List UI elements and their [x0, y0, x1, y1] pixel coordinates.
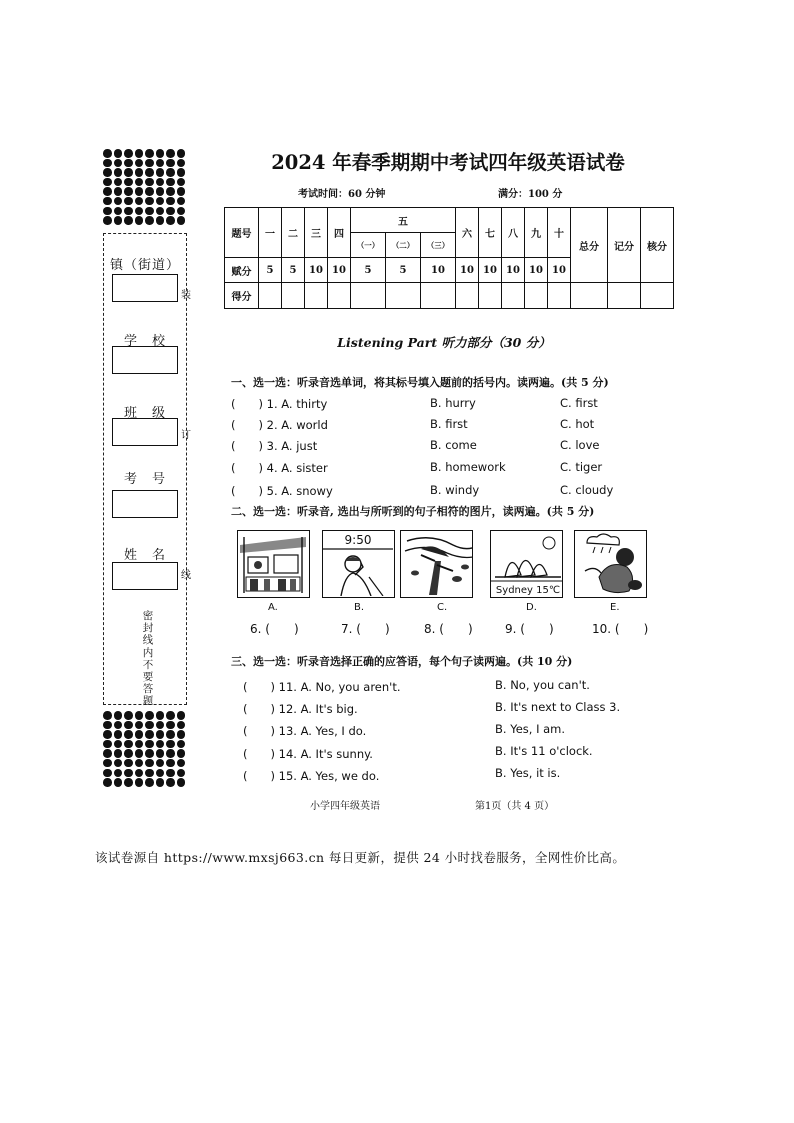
binding-dot	[177, 216, 186, 225]
q2-option-b[interactable]: B. first	[430, 417, 468, 431]
field-label-class: 班 级	[123, 406, 166, 421]
col-record: 记分	[608, 208, 641, 283]
obtained-cell[interactable]	[571, 283, 608, 309]
binding-dot	[103, 178, 112, 187]
binding-dot	[135, 711, 144, 720]
binding-dot	[166, 769, 175, 778]
field-label-school: 学 校	[123, 334, 166, 349]
answer-6[interactable]: 6. ( )	[250, 622, 299, 636]
obtained-cell[interactable]	[305, 283, 328, 309]
binding-dot	[135, 159, 144, 168]
obtained-cell[interactable]	[641, 283, 674, 309]
q5-option-a[interactable]: ( ) 5. A. snowy	[231, 484, 333, 498]
binding-dot	[103, 168, 112, 177]
binding-dot	[124, 216, 133, 225]
col-5-sub-2: （二）	[386, 233, 421, 258]
q5-option-b[interactable]: B. windy	[430, 483, 480, 497]
binding-dot	[177, 730, 186, 739]
binding-dot	[145, 721, 154, 730]
binding-dot	[114, 149, 123, 158]
picture-b[interactable]	[322, 530, 395, 598]
answer-9[interactable]: 9. ( )	[505, 622, 554, 636]
q15-option-a[interactable]: ( ) 15. A. Yes, we do.	[243, 769, 380, 783]
binding-dot	[166, 207, 175, 216]
obtained-cell[interactable]	[456, 283, 479, 309]
q13-option-a[interactable]: ( ) 13. A. Yes, I do.	[243, 724, 367, 738]
binding-dot	[114, 216, 123, 225]
binding-dot	[103, 730, 112, 739]
binding-dot	[156, 778, 165, 787]
sydney-icon	[491, 531, 563, 596]
q4-option-a[interactable]: ( ) 4. A. sister	[231, 461, 328, 475]
q2-option-c[interactable]: C. hot	[560, 417, 595, 431]
binding-dot	[166, 730, 175, 739]
q1-option-c[interactable]: C. first	[560, 396, 598, 410]
score-table	[224, 207, 674, 309]
obtained-cell[interactable]	[351, 283, 386, 309]
binding-dot	[114, 730, 123, 739]
binding-dot	[114, 759, 123, 768]
binding-dot	[124, 749, 133, 758]
binding-dot	[103, 721, 112, 730]
binding-dot	[114, 749, 123, 758]
col-5: 五	[351, 208, 456, 233]
col-9: 九	[525, 208, 548, 258]
field-label-town: 镇（街道）	[109, 258, 180, 273]
binding-dot	[156, 749, 165, 758]
binding-dot	[145, 749, 154, 758]
binding-dot	[145, 187, 154, 196]
binding-dot	[166, 187, 175, 196]
picture-label-b: B.	[354, 602, 365, 613]
binding-word-ding: 订	[181, 430, 191, 441]
binding-dot	[124, 168, 133, 177]
obtained-cell[interactable]	[548, 283, 571, 309]
q5-option-c[interactable]: C. cloudy	[560, 483, 614, 497]
col-4: 四	[328, 208, 351, 258]
answer-8[interactable]: 8. ( )	[424, 622, 473, 636]
col-5-sub-1: （一）	[351, 233, 386, 258]
binding-dot	[135, 149, 144, 158]
col-7: 七	[479, 208, 502, 258]
binding-dot	[135, 740, 144, 749]
sydney-temperature-label: Sydney 15℃	[495, 585, 561, 596]
exam-time: 考试时间：60 分钟	[298, 189, 386, 200]
exam-title: 2024 年春季期期中考试四年级英语试卷	[271, 151, 625, 174]
points-cell: 10	[548, 258, 571, 283]
binding-dots-top	[103, 149, 187, 226]
field-label-exam-number: 考 号	[123, 472, 166, 487]
binding-dot	[145, 207, 154, 216]
binding-dot	[103, 197, 112, 206]
source-notice: 该试卷源自 https://www.mxsj663.cn 每日更新，提供 24 小时找卷服务，全网性价比高。	[95, 850, 626, 865]
windy-tree-icon	[401, 531, 473, 596]
binding-dot	[114, 187, 123, 196]
binding-dot	[177, 721, 186, 730]
binding-dot	[135, 187, 144, 196]
binding-dot	[135, 216, 144, 225]
binding-dot	[177, 168, 186, 177]
binding-dot	[103, 778, 112, 787]
binding-dot	[114, 740, 123, 749]
q12-option-a[interactable]: ( ) 12. A. It's big.	[243, 702, 358, 716]
obtained-cell[interactable]	[386, 283, 421, 309]
binding-dot	[124, 197, 133, 206]
binding-dot	[156, 730, 165, 739]
q1-option-a[interactable]: ( ) 1. A. thirty	[231, 397, 328, 411]
listening-section-title: Listening Part 听力部分（30 分）	[337, 335, 551, 350]
points-cell: 10	[502, 258, 525, 283]
binding-dot	[156, 759, 165, 768]
binding-dot	[135, 749, 144, 758]
picture-label-a: A.	[268, 602, 278, 613]
picture-label-d: D.	[526, 602, 537, 613]
obtained-cell[interactable]	[608, 283, 641, 309]
binding-dot	[166, 759, 175, 768]
q4-option-b[interactable]: B. homework	[430, 460, 506, 474]
rainy-cloud-icon	[575, 531, 647, 596]
picture-e[interactable]	[574, 530, 647, 598]
q11-option-a[interactable]: ( ) 11. A. No, you aren't.	[243, 680, 401, 694]
binding-dots-bottom	[103, 711, 187, 788]
field-label-name: 姓 名	[123, 548, 166, 563]
binding-dot	[177, 740, 186, 749]
binding-dot	[177, 769, 186, 778]
q11-option-b[interactable]: B. No, you can't.	[495, 678, 590, 692]
picture-d[interactable]	[490, 530, 563, 598]
binding-dot	[166, 778, 175, 787]
binding-dot	[145, 159, 154, 168]
binding-dot	[166, 178, 175, 187]
binding-dot	[177, 778, 186, 787]
binding-dot	[156, 178, 165, 187]
points-cell: 5	[351, 258, 386, 283]
binding-dot	[156, 149, 165, 158]
binding-dot	[103, 759, 112, 768]
binding-dot	[124, 187, 133, 196]
q1-option-b[interactable]: B. hurry	[430, 396, 476, 410]
picture-a[interactable]	[237, 530, 310, 598]
part1-instruction: 一、选一选：听录音选单词，将其标号填入题前的括号内。读两遍。(共 5 分)	[231, 376, 609, 389]
binding-dot	[135, 769, 144, 778]
points-cell: 5	[386, 258, 421, 283]
school-field[interactable]	[112, 346, 178, 374]
binding-word-xian: 线	[181, 570, 191, 581]
obtained-cell[interactable]	[328, 283, 351, 309]
binding-dot	[103, 216, 112, 225]
row-assigned-label: 赋分	[225, 258, 259, 283]
binding-dot	[156, 711, 165, 720]
binding-dot	[135, 197, 144, 206]
binding-dot	[124, 740, 133, 749]
q13-option-b[interactable]: B. Yes, I am.	[495, 722, 566, 736]
town-field[interactable]	[112, 274, 178, 302]
binding-dot	[156, 187, 165, 196]
col-check: 核分	[641, 208, 674, 283]
col-3: 三	[305, 208, 328, 258]
binding-dot	[177, 159, 186, 168]
binding-dot	[103, 207, 112, 216]
binding-dot	[114, 207, 123, 216]
binding-dot	[103, 159, 112, 168]
binding-dot	[103, 149, 112, 158]
points-cell: 10	[456, 258, 479, 283]
binding-dot	[124, 711, 133, 720]
binding-dot	[114, 197, 123, 206]
binding-dot	[156, 216, 165, 225]
picture-label-e: E.	[610, 602, 620, 613]
points-cell: 10	[328, 258, 351, 283]
col-label: 题号	[225, 208, 259, 258]
binding-dot	[124, 207, 133, 216]
obtained-cell[interactable]	[479, 283, 502, 309]
obtained-cell[interactable]	[259, 283, 282, 309]
q2-option-a[interactable]: ( ) 2. A. world	[231, 418, 328, 432]
binding-dot	[145, 149, 154, 158]
binding-dot	[124, 769, 133, 778]
footer-page-number: 第1页（共 4 页）	[475, 801, 555, 812]
binding-dot	[114, 711, 123, 720]
binding-dot	[145, 216, 154, 225]
shop-icon	[238, 531, 308, 596]
binding-dot	[103, 749, 112, 758]
binding-dot	[156, 197, 165, 206]
points-cell: 10	[525, 258, 548, 283]
binding-dot	[135, 721, 144, 730]
binding-dot	[156, 207, 165, 216]
obtained-cell[interactable]	[421, 283, 456, 309]
binding-dot	[177, 749, 186, 758]
full-score: 满分：100 分	[498, 189, 563, 200]
binding-dot	[145, 168, 154, 177]
binding-dot	[166, 197, 175, 206]
binding-dot	[177, 711, 186, 720]
binding-dot	[145, 711, 154, 720]
exam-number-field[interactable]	[112, 490, 178, 518]
q4-option-c[interactable]: C. tiger	[560, 460, 603, 474]
points-cell: 10	[479, 258, 502, 283]
binding-word-zhuang: 装	[181, 290, 191, 301]
binding-dot	[166, 168, 175, 177]
footer-subject: 小学四年级英语	[310, 801, 380, 812]
binding-dot	[124, 730, 133, 739]
binding-dot	[114, 168, 123, 177]
binding-dot	[135, 778, 144, 787]
q12-option-b[interactable]: B. It's next to Class 3.	[495, 700, 621, 714]
binding-dot	[114, 721, 123, 730]
binding-dot	[156, 740, 165, 749]
points-cell: 5	[282, 258, 305, 283]
col-1: 一	[259, 208, 282, 258]
q15-option-b[interactable]: B. Yes, it is.	[495, 766, 561, 780]
binding-dot	[145, 778, 154, 787]
binding-dot	[135, 759, 144, 768]
points-cell: 10	[421, 258, 456, 283]
q14-option-a[interactable]: ( ) 14. A. It's sunny.	[243, 747, 373, 761]
binding-dot	[114, 178, 123, 187]
binding-dot	[166, 159, 175, 168]
points-cell: 5	[259, 258, 282, 283]
points-cell: 10	[305, 258, 328, 283]
binding-dot	[114, 159, 123, 168]
binding-dot	[124, 159, 133, 168]
binding-dot	[103, 187, 112, 196]
binding-dot	[166, 711, 175, 720]
q3-option-a[interactable]: ( ) 3. A. just	[231, 439, 318, 453]
col-10: 十	[548, 208, 571, 258]
part3-instruction: 三、选一选：听录音选择正确的应答语，每个句子读两遍。(共 10 分)	[231, 655, 573, 668]
binding-dot	[103, 740, 112, 749]
class-field[interactable]	[112, 418, 178, 446]
binding-dot	[166, 149, 175, 158]
q3-option-c[interactable]: C. love	[560, 438, 600, 452]
binding-dot	[145, 740, 154, 749]
binding-dot	[166, 749, 175, 758]
binding-dot	[145, 759, 154, 768]
picture-label-c: C.	[437, 602, 448, 613]
binding-dot	[103, 769, 112, 778]
binding-dot	[124, 149, 133, 158]
binding-dot	[135, 178, 144, 187]
binding-dot	[145, 178, 154, 187]
clock-time-label: 9:50	[344, 533, 372, 547]
binding-dot	[114, 778, 123, 787]
part2-instruction: 二、选一选：听录音, 选出与所听到的句子相符的图片，读两遍。(共 5 分)	[231, 505, 595, 518]
picture-c[interactable]	[400, 530, 473, 598]
binding-dot	[166, 740, 175, 749]
obtained-cell[interactable]	[525, 283, 548, 309]
name-field[interactable]	[112, 562, 178, 590]
binding-dot	[135, 730, 144, 739]
q3-option-b[interactable]: B. come	[430, 438, 477, 452]
binding-dot	[166, 216, 175, 225]
binding-dot	[156, 168, 165, 177]
binding-dot	[166, 721, 175, 730]
row-obtained-label: 得分	[225, 283, 259, 309]
binding-dot	[177, 149, 186, 158]
col-2: 二	[282, 208, 305, 258]
col-6: 六	[456, 208, 479, 258]
binding-dot	[145, 730, 154, 739]
binding-dot	[156, 769, 165, 778]
binding-dot	[124, 178, 133, 187]
col-5-sub-3: （三）	[421, 233, 456, 258]
seal-notice: 密封线内不要答题	[142, 610, 154, 708]
binding-dot	[177, 178, 186, 187]
obtained-cell[interactable]	[282, 283, 305, 309]
binding-dot	[103, 711, 112, 720]
binding-dot	[135, 168, 144, 177]
binding-dot	[124, 721, 133, 730]
binding-dot	[156, 159, 165, 168]
binding-dot	[177, 759, 186, 768]
binding-dot	[156, 721, 165, 730]
col-total: 总分	[571, 208, 608, 283]
binding-dot	[145, 197, 154, 206]
answer-10[interactable]: 10. ( )	[592, 622, 649, 636]
binding-dot	[145, 769, 154, 778]
q14-option-b[interactable]: B. It's 11 o'clock.	[495, 744, 593, 758]
obtained-cell[interactable]	[502, 283, 525, 309]
binding-dot	[177, 207, 186, 216]
col-8: 八	[502, 208, 525, 258]
clock-man-icon	[323, 531, 393, 596]
binding-dot	[177, 197, 186, 206]
answer-7[interactable]: 7. ( )	[341, 622, 390, 636]
binding-dot	[177, 187, 186, 196]
binding-dot	[124, 759, 133, 768]
binding-dot	[135, 207, 144, 216]
binding-dot	[124, 778, 133, 787]
binding-dot	[114, 769, 123, 778]
